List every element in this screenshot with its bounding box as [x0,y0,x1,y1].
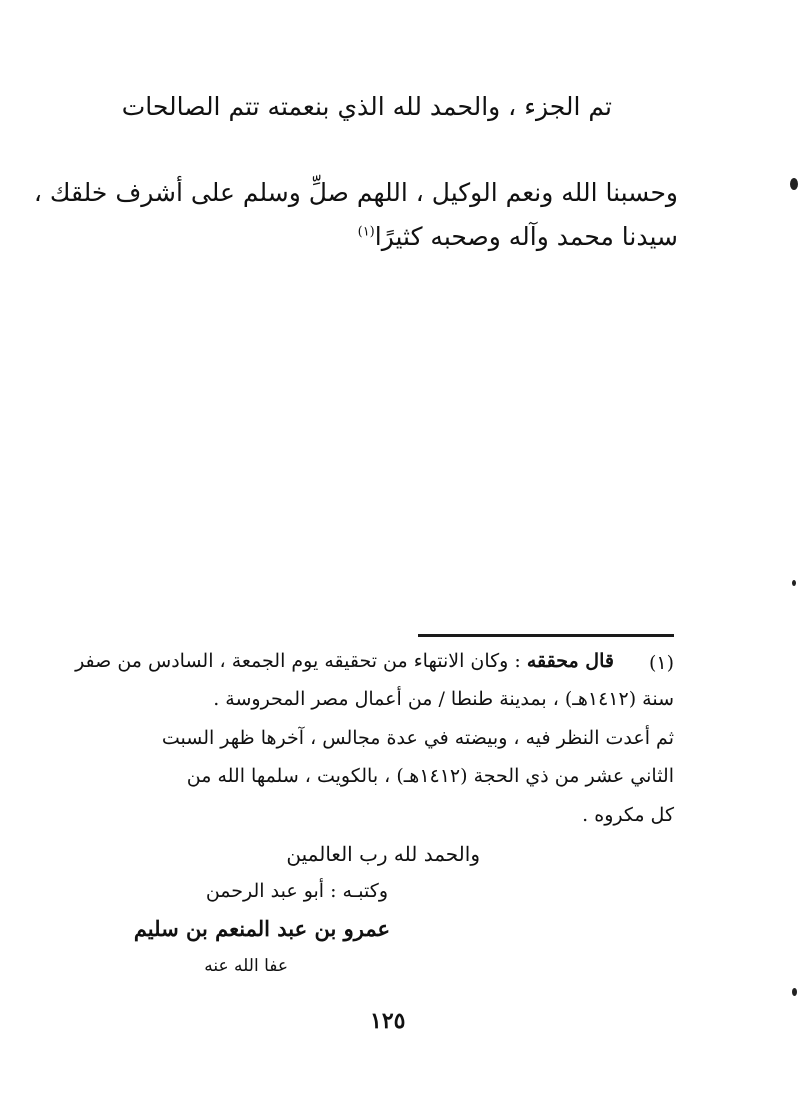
footnote-line-1 [75,650,614,672]
footnote-reference: (١) [357,224,375,240]
footnote-line-5: كل مكروه . [582,804,674,826]
footnote-line-4: الثاني عشر من ذي الحجة (١٤١٢هـ) ، بالكويت ، سلمها الله من [186,765,674,787]
footnote-line-1-rest: : وكان الانتهاء من تحقيقه يوم الجمعة ، السادس من صفر [75,650,521,672]
prayer-line-2-text: سيدنا محمد وآله وصحبه كثيرًا [374,222,678,251]
prayer-line-1: وحسبنا الله ونعم الوكيل ، اللهم صلِّ وسلم على أشرف خلقك ، [33,178,678,207]
footnote-lead: قال محققه [526,650,614,672]
footnote-line-3: ثم أعدت النظر فيه ، وبيضته في عدة مجالس ، آخرها ظهر السبت [161,727,674,749]
signed-by: وكتبـه : أبو عبد الرحمن [205,880,388,902]
author-name: عمرو بن عبد المنعم بن سليم [133,916,390,941]
footnote-number: (١) [648,652,674,674]
closing-title: تم الجزء ، والحمد لله الذي بنعمته تتم الصالحات [121,92,612,121]
pardon-line: عفا الله عنه [204,956,288,976]
scan-edge-mark [790,178,798,190]
page-number: ١٢٥ [370,1008,406,1034]
praise-line: والحمد لله رب العالمين [286,842,480,866]
footnote-line-2: سنة (١٤١٢هـ) ، بمدينة طنطا / من أعمال مصر المحروسة . [213,688,674,710]
scan-edge-mark [792,580,796,586]
prayer-line-2 [358,222,678,251]
footnote-separator [418,634,674,637]
scan-edge-mark [792,988,797,996]
